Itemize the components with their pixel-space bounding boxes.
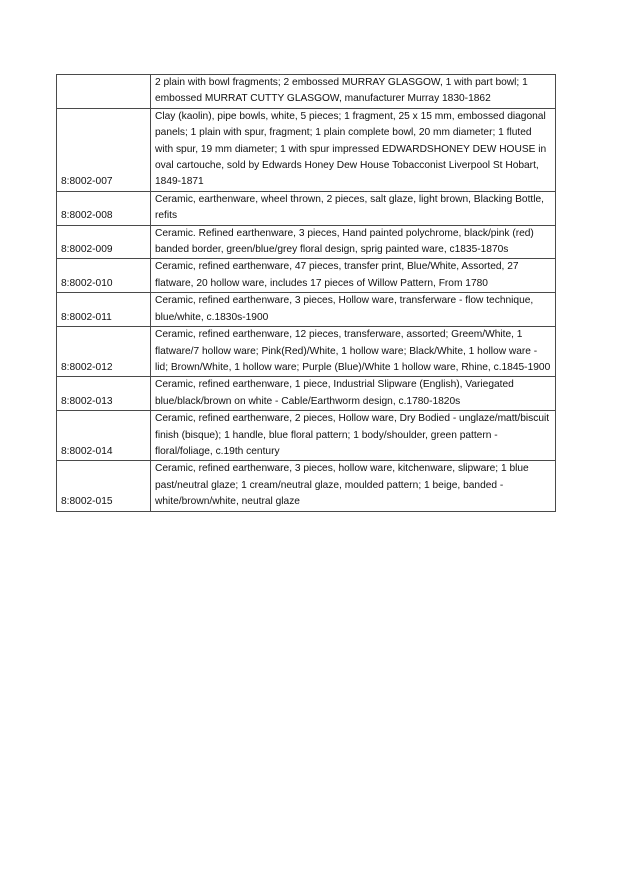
table-row (57, 411, 556, 461)
table-row (57, 293, 556, 327)
catalogue-number: 8:8002-009 (57, 225, 151, 259)
artefact-description: Clay (kaolin), pipe bowls, white, 5 pieces; 1 fragment, 25 x 15 mm, embossed diagonal panels; 1 plain with spur, fragment; 1 plain complete bowl, 20 mm diameter; 1 fluted with spur, 19 mm diameter; 1 with spur impressed EDWARDSHONEY DEW HOUSE in oval cartouche, sold by Edwards Honey Dew House Tobacconist Liverpool St Hobart, 1849-1871 (151, 108, 556, 191)
table-row (57, 225, 556, 259)
catalogue-number: 8:8002-007 (57, 108, 151, 191)
artefact-description: Ceramic, refined earthenware, 1 piece, Industrial Slipware (English), Variegated blue/black/brown on white - Cable/Earthworm design, c.1780-1820s (151, 377, 556, 411)
artefact-description: Ceramic, refined earthenware, 47 pieces, transfer print, Blue/White, Assorted, 27 flatware, 20 hollow ware, includes 17 pieces of Willow Pattern, From 1780 (151, 259, 556, 293)
catalogue-number: 8:8002-013 (57, 377, 151, 411)
catalogue-number: 8:8002-008 (57, 191, 151, 225)
artefact-description: 2 plain with bowl fragments; 2 embossed MURRAY GLASGOW, 1 with part bowl; 1 embossed MURRAT CUTTY GLASGOW, manufacturer Murray 1830-1862 (151, 75, 556, 109)
artefact-description: Ceramic, refined earthenware, 2 pieces, Hollow ware, Dry Bodied - unglaze/matt/biscuit finish (bisque); 1 handle, blue floral pattern; 1 body/shoulder, green pattern - floral/foliage, c.19th century (151, 411, 556, 461)
table-row (57, 75, 556, 109)
table-row (57, 108, 556, 191)
table-row (57, 327, 556, 377)
artefact-description: Ceramic, earthenware, wheel thrown, 2 pieces, salt glaze, light brown, Blacking Bottle, refits (151, 191, 556, 225)
artefact-description: Ceramic, refined earthenware, 3 pieces, Hollow ware, transferware - flow technique, blue/white, c.1830s-1900 (151, 293, 556, 327)
artefact-description: Ceramic. Refined earthenware, 3 pieces, Hand painted polychrome, black/pink (red) banded border, green/blue/grey floral design, sprig painted ware, c1835-1870s (151, 225, 556, 259)
artefact-catalogue-table (56, 74, 556, 512)
table-row (57, 461, 556, 511)
table-row (57, 259, 556, 293)
artefact-description: Ceramic, refined earthenware, 12 pieces, transferware, assorted; Greem/White, 1 flatware/7 hollow ware; Pink(Red)/White, 1 hollow ware; Black/White, 1 hollow ware - lid; Brown/White, 1 hollow ware; Purple (Blue)/White 1 hollow ware, Rhine, c.1845-1900 (151, 327, 556, 377)
table-row (57, 191, 556, 225)
catalogue-number: 8:8002-015 (57, 461, 151, 511)
table-row (57, 377, 556, 411)
artefact-description: Ceramic, refined earthenware, 3 pieces, hollow ware, kitchenware, slipware; 1 blue past/neutral glaze; 1 cream/neutral glaze, moulded pattern; 1 beige, banded - white/brown/white, neutral glaze (151, 461, 556, 511)
catalogue-number (57, 75, 151, 109)
catalogue-number: 8:8002-010 (57, 259, 151, 293)
catalogue-number: 8:8002-012 (57, 327, 151, 377)
catalogue-number: 8:8002-011 (57, 293, 151, 327)
catalogue-number: 8:8002-014 (57, 411, 151, 461)
